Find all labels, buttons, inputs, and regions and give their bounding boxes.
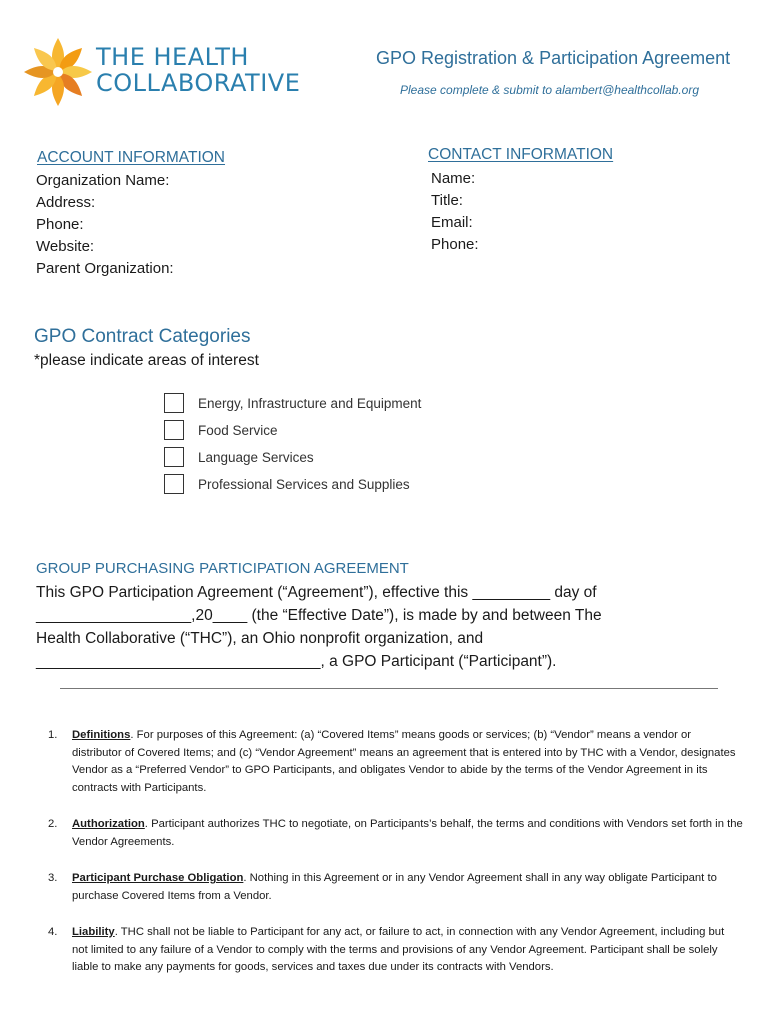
clause-liability: [48, 924, 743, 977]
brand-name: [96, 44, 300, 96]
clause-text: . Participant authorizes THC to negotiate, on Participants’s behalf, the terms and conditions with Vendors set forth in the Vendor Agreements.: [72, 818, 743, 848]
contact-fields: [431, 168, 479, 256]
contact-phone-field[interactable]: Phone:: [431, 236, 479, 253]
agreement-line-1: This GPO Participation Agreement (“Agreement”), effective this _________ day of: [36, 584, 597, 601]
agreement-line-2: __________________,20____ (the “Effective Date”), is made by and between The: [36, 607, 602, 624]
clause-definitions: [48, 727, 743, 797]
agreement-intro: [36, 581, 736, 673]
category-label: Professional Services and Supplies: [198, 477, 410, 492]
checkbox[interactable]: [164, 393, 184, 413]
agreement-line-4: _________________________________, a GPO Participant (“Participant”).: [36, 653, 557, 670]
clause-purchase-obligation: [48, 870, 743, 905]
clause-authorization: [48, 816, 743, 851]
clause-title: Liability: [72, 926, 115, 938]
parent-org-field[interactable]: Parent Organization:: [36, 260, 174, 277]
category-label: Food Service: [198, 423, 278, 438]
clause-title: Authorization: [72, 818, 145, 830]
contact-email-field[interactable]: Email:: [431, 214, 473, 231]
brand-line-2: COLLABORATIVE: [96, 69, 301, 97]
org-name-field[interactable]: Organization Name:: [36, 172, 170, 189]
brand-line-1: THE HEALTH: [96, 43, 249, 71]
checkbox[interactable]: [164, 447, 184, 467]
account-heading: ACCOUNT INFORMATION: [37, 149, 226, 166]
checkbox[interactable]: [164, 474, 184, 494]
clause-number: 1.: [48, 729, 58, 741]
phone-field[interactable]: Phone:: [36, 216, 84, 233]
clause-text: . Nothing in this Agreement or in any Vendor Agreement shall in any way obligate Participant to purchase Covered Items from a Vendor.: [72, 872, 717, 902]
account-fields: [36, 170, 174, 280]
checkbox[interactable]: [164, 420, 184, 440]
divider: [60, 688, 718, 689]
category-professional[interactable]: [164, 474, 464, 498]
contact-title-field[interactable]: Title:: [431, 192, 463, 209]
category-food[interactable]: [164, 420, 464, 444]
agreement-heading: GROUP PURCHASING PARTICIPATION AGREEMENT: [36, 560, 409, 577]
clause-number: 4.: [48, 926, 58, 938]
contact-heading: CONTACT INFORMATION: [428, 146, 614, 163]
clause-text: . THC shall not be liable to Participant for any act, or failure to act, in connection with any Vendor Agreement, including but not limited to any failure of a Vendor to comply with the terms and provisions of any Vendor Agreement. Participant shall be solely liable to make any payments for goods, services and taxes due under its contracts with Vendors.: [72, 926, 725, 973]
document-title: GPO Registration & Participation Agreement: [376, 48, 731, 68]
contact-name-field[interactable]: Name:: [431, 170, 476, 187]
website-field[interactable]: Website:: [36, 238, 95, 255]
agreement-line-3: Health Collaborative (“THC”), an Ohio nonprofit organization, and: [36, 630, 484, 647]
categories-heading: GPO Contract Categories: [34, 326, 251, 347]
address-field[interactable]: Address:: [36, 194, 96, 211]
flower-star-icon: [22, 36, 94, 108]
clause-title: Participant Purchase Obligation: [72, 872, 244, 884]
category-label: Language Services: [198, 450, 314, 465]
submission-note: Please complete & submit to alambert@healthcollab.org: [400, 83, 700, 97]
category-energy[interactable]: [164, 393, 464, 417]
clause-text: . For purposes of this Agreement: (a) “Covered Items” means goods or services; (b) “Vendor” means a vendor or distributor of Covered Items; and (c) “Vendor Agreement” means an agreement that is entered into by THC with a Vendor, designates Vendor as a “Preferred Vendor” to GPO Participants, and obligates Vendor to abide by the terms of the Vendor Agreement in its contracts with Participants.: [72, 729, 736, 794]
categories-note: *please indicate areas of interest: [34, 352, 259, 369]
category-label: Energy, Infrastructure and Equipment: [198, 396, 422, 411]
clause-number: 2.: [48, 818, 58, 830]
clause-title: Definitions: [72, 729, 131, 741]
clause-number: 3.: [48, 872, 58, 884]
category-language[interactable]: [164, 447, 464, 471]
